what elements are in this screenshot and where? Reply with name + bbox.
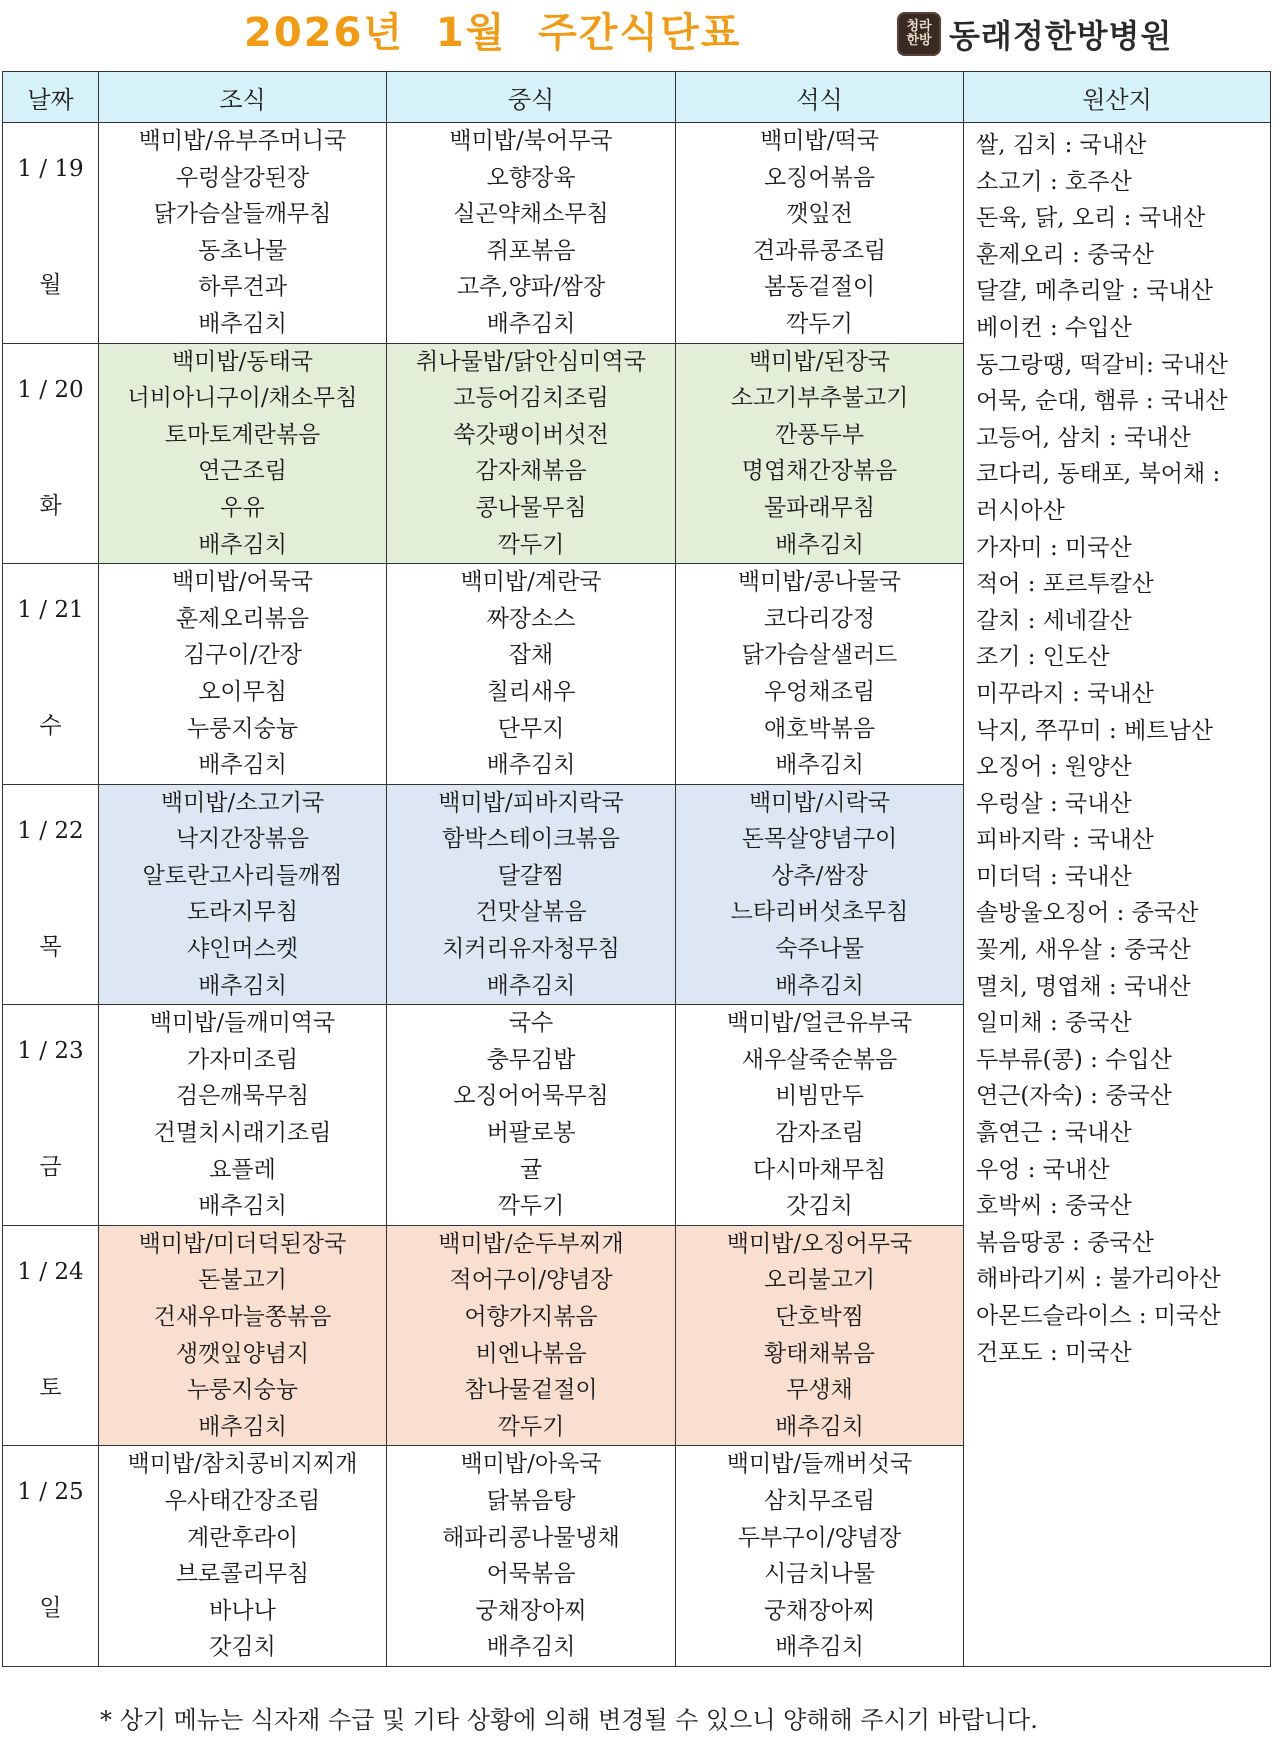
breakfast-cell <box>99 564 387 785</box>
lunch-cell <box>387 784 676 1005</box>
date-cell <box>3 784 99 1005</box>
menu-item: 백미밥/아욱국 <box>460 1451 602 1478</box>
menu-item: 잡채 <box>508 642 554 669</box>
origin-item: 조기 : 인도산 <box>976 644 1110 671</box>
menu-item: 깐풍두부 <box>775 421 864 448</box>
date-label: 1 / 22 <box>17 817 84 844</box>
dinner-cell <box>676 123 964 344</box>
origin-item: 해바라기씨 : 불가리아산 <box>976 1266 1221 1293</box>
hospital-logo <box>897 10 1172 58</box>
menu-item: 두부구이/양념장 <box>737 1524 902 1551</box>
menu-item: 알토란고사리들깨찜 <box>142 862 343 889</box>
dinner-cell <box>676 343 964 564</box>
menu-item: 쑥갓팽이버섯전 <box>453 421 609 448</box>
menu-item: 애호박볶음 <box>763 715 876 742</box>
date-label: 1 / 20 <box>17 376 84 403</box>
weekday-label: 일 <box>39 1595 62 1622</box>
logo-seal-top: 청라 <box>906 19 932 34</box>
weekday-label: 목 <box>39 933 62 960</box>
lunch-cell <box>387 1446 676 1667</box>
date-label: 1 / 25 <box>17 1479 84 1506</box>
date-cell <box>3 1225 99 1446</box>
breakfast-cell <box>99 784 387 1005</box>
origin-cell <box>964 123 1271 1667</box>
origin-item: 멸치, 명엽채 : 국내산 <box>976 973 1191 1000</box>
menu-item: 토마토계란볶음 <box>164 421 321 448</box>
origin-item: 적어 : 포르투칼산 <box>976 571 1154 598</box>
menu-item: 감자조림 <box>775 1120 864 1147</box>
origin-item: 소고기 : 호주산 <box>976 168 1132 195</box>
menu-item: 우엉채조림 <box>763 678 876 705</box>
menu-item: 명엽채간장볶음 <box>741 458 898 485</box>
menu-item: 배추김치 <box>486 310 576 337</box>
menu-item: 훈제오리볶음 <box>175 605 310 632</box>
menu-item: 백미밥/소고기국 <box>160 789 325 816</box>
menu-item: 누룽지숭늉 <box>186 715 299 742</box>
menu-item: 코다리강정 <box>763 605 876 632</box>
origin-item: 우렁살 : 국내산 <box>976 790 1132 817</box>
lunch-cell <box>387 123 676 344</box>
menu-item: 봄동겉절이 <box>763 274 876 301</box>
date-cell <box>3 123 99 344</box>
menu-item: 황태채볶음 <box>763 1340 876 1367</box>
menu-item: 상추/쌈장 <box>771 862 868 889</box>
menu-item: 갓김치 <box>209 1634 276 1661</box>
menu-item: 고추,양파/쌈장 <box>456 274 606 301</box>
dinner-cell <box>676 1225 964 1446</box>
lunch-cell <box>387 564 676 785</box>
menu-item: 백미밥/참치콩비지찌개 <box>127 1451 358 1478</box>
menu-item: 검은깨묵무침 <box>175 1083 310 1110</box>
date-label: 1 / 21 <box>17 597 84 624</box>
origin-item: 어묵, 순대, 햄류 : 국내산 <box>976 388 1228 415</box>
menu-item: 치커리유자청무침 <box>442 936 620 963</box>
menu-item: 오징어볶음 <box>763 164 876 191</box>
page-title: 2026년 1월 주간식단표 <box>244 10 742 56</box>
origin-item: 돈육, 닭, 오리 : 국내산 <box>976 205 1206 232</box>
menu-item: 도라지무침 <box>186 899 299 926</box>
menu-item: 백미밥/계란국 <box>460 569 602 596</box>
hospital-name: 동래정한방병원 <box>949 17 1173 55</box>
dinner-cell <box>676 1446 964 1667</box>
origin-item: 미꾸라지 : 국내산 <box>976 680 1154 707</box>
menu-item: 무생채 <box>786 1377 853 1404</box>
menu-item: 백미밥/어묵국 <box>171 569 314 596</box>
origin-item: 동그랑땡, 떡갈비: 국내산 <box>976 351 1228 378</box>
menu-item: 해파리콩나물냉채 <box>442 1524 620 1551</box>
menu-item: 단무지 <box>497 715 565 742</box>
weekday-label: 화 <box>39 492 62 519</box>
menu-item: 충무김밥 <box>486 1046 576 1073</box>
menu-item: 돈불고기 <box>198 1267 287 1294</box>
origin-item: 피바지락 : 국내산 <box>976 827 1154 854</box>
menu-item: 달걀찜 <box>497 862 565 889</box>
date-label: 1 / 19 <box>17 156 84 182</box>
origin-item: 러시아산 <box>976 497 1065 524</box>
menu-item: 버팔로봉 <box>486 1120 576 1147</box>
menu-item: 김구이/간장 <box>183 642 302 669</box>
origin-item: 쌀, 김치 : 국내산 <box>976 132 1147 158</box>
menu-item: 깍두기 <box>786 310 853 337</box>
header-dinner: 석식 <box>676 72 964 123</box>
menu-item: 칠리새우 <box>486 678 576 705</box>
date-cell <box>3 564 99 785</box>
menu-item: 궁채장아찌 <box>475 1597 587 1624</box>
date-cell <box>3 343 99 564</box>
menu-item: 백미밥/콩나물국 <box>737 569 902 596</box>
menu-item: 배추김치 <box>486 972 576 999</box>
menu-item: 콩나물무침 <box>475 494 587 521</box>
breakfast-cell <box>99 1225 387 1446</box>
origin-item: 우엉 : 국내산 <box>976 1156 1110 1183</box>
lunch-cell <box>387 1005 676 1226</box>
weekday-label: 토 <box>39 1374 62 1401</box>
menu-item: 배추김치 <box>486 1634 576 1661</box>
menu-item: 닭가슴살들깨무침 <box>153 201 332 228</box>
weekday-label: 월 <box>39 272 62 298</box>
menu-item: 새우살죽순볶음 <box>741 1046 898 1073</box>
lunch-cell <box>387 1225 676 1446</box>
header-origin: 원산지 <box>964 72 1271 123</box>
menu-item: 어묵볶음 <box>486 1561 576 1588</box>
menu-item: 요플레 <box>209 1156 276 1183</box>
menu-item: 배추김치 <box>775 972 864 999</box>
menu-item: 오향장육 <box>486 164 576 191</box>
menu-item: 어향가지볶음 <box>464 1304 598 1330</box>
menu-item: 낙지간장볶음 <box>175 826 310 853</box>
menu-item: 국수 <box>508 1010 554 1037</box>
origin-item: 미더덕 : 국내산 <box>976 863 1132 890</box>
menu-item: 단호박찜 <box>775 1304 864 1330</box>
menu-item: 배추김치 <box>198 310 287 337</box>
menu-item: 닭볶음탕 <box>486 1487 576 1514</box>
menu-item: 비빔만두 <box>775 1083 864 1110</box>
menu-item: 실곤약채소무침 <box>453 201 609 228</box>
menu-item: 궁채장아찌 <box>763 1597 876 1624</box>
dinner-cell <box>676 784 964 1005</box>
menu-item: 다시마채무침 <box>752 1156 887 1183</box>
menu-item: 배추김치 <box>775 1634 864 1661</box>
menu-item: 백미밥/미더덕된장국 <box>138 1230 347 1257</box>
origin-item: 갈치 : 세네갈산 <box>976 607 1132 634</box>
menu-item: 건새우마늘쫑볶음 <box>153 1304 332 1330</box>
origin-item: 베이컨 : 수입산 <box>976 314 1132 341</box>
menu-item: 연근조림 <box>198 458 287 485</box>
weekday-label: 수 <box>39 713 62 740</box>
origin-item: 흙연근 : 국내산 <box>976 1120 1132 1147</box>
origin-item: 훈제오리 : 중국산 <box>976 241 1154 268</box>
menu-item: 백미밥/순두부찌개 <box>438 1230 624 1257</box>
menu-item: 백미밥/들깨미역국 <box>149 1010 336 1037</box>
menu-item: 배추김치 <box>775 531 864 558</box>
menu-item: 백미밥/떡국 <box>760 128 879 154</box>
breakfast-cell <box>99 343 387 564</box>
origin-item: 일미채 : 중국산 <box>976 1010 1132 1037</box>
menu-item: 느타리버섯초무침 <box>730 899 909 926</box>
menu-item: 삼치무조림 <box>763 1487 876 1514</box>
menu-item: 너비아니구이/채소무침 <box>127 385 358 412</box>
origin-item: 연근(자숙) : 중국산 <box>976 1083 1172 1110</box>
menu-item: 함박스테이크볶음 <box>442 826 620 853</box>
menu-item: 백미밥/시락국 <box>748 789 891 816</box>
menu-item: 배추김치 <box>775 752 864 779</box>
lunch-cell <box>387 343 676 564</box>
menu-item: 소고기부추불고기 <box>730 385 909 412</box>
menu-item: 깍두기 <box>497 1193 565 1220</box>
dinner-cell <box>676 1005 964 1226</box>
menu-item: 백미밥/들깨버섯국 <box>726 1451 913 1478</box>
menu-item: 동초나물 <box>198 237 287 264</box>
menu-item: 가자미조림 <box>186 1046 299 1073</box>
menu-item: 브로콜리무침 <box>175 1561 310 1588</box>
menu-item: 배추김치 <box>486 752 576 779</box>
menu-item: 깍두기 <box>497 531 565 558</box>
menu-item: 백미밥/동태국 <box>171 348 314 375</box>
menu-item: 배추김치 <box>198 972 287 999</box>
menu-item: 하루견과 <box>198 274 287 301</box>
menu-item: 깻잎전 <box>786 201 853 228</box>
menu-item: 갓김치 <box>786 1193 853 1220</box>
date-label: 1 / 23 <box>17 1038 84 1065</box>
footer-note: * 상기 메뉴는 식자재 수급 및 기타 상황에 의해 변경될 수 있으니 양해해 주시기 바랍니다. <box>100 1706 1038 1734</box>
menu-item: 배추김치 <box>198 531 287 558</box>
menu-item: 우렁살강된장 <box>175 164 310 191</box>
origin-item: 오징어 : 원양산 <box>976 754 1132 781</box>
menu-item: 계란후라이 <box>186 1524 299 1551</box>
menu-item: 바나나 <box>209 1597 276 1624</box>
origin-item: 아몬드슬라이스 : 미국산 <box>976 1303 1221 1329</box>
breakfast-cell <box>99 1005 387 1226</box>
menu-item: 오징어어묵무침 <box>453 1083 609 1110</box>
menu-item: 건맛살볶음 <box>475 899 587 926</box>
menu-item: 건멸치시래기조림 <box>153 1120 332 1147</box>
menu-item: 돈목살양념구이 <box>741 826 898 853</box>
menu-item: 백미밥/된장국 <box>748 348 891 375</box>
menu-item: 닭가슴살샐러드 <box>741 642 898 669</box>
header-date: 날짜 <box>3 72 99 123</box>
logo-seal-bottom: 한방 <box>906 33 932 48</box>
origin-item: 볶음땅콩 : 중국산 <box>976 1229 1154 1256</box>
breakfast-cell <box>99 123 387 344</box>
date-cell <box>3 1446 99 1667</box>
menu-item: 견과류콩조림 <box>752 237 887 264</box>
menu-item: 백미밥/피바지락국 <box>438 789 624 816</box>
origin-item: 낙지, 쭈꾸미 : 베트남산 <box>976 717 1213 744</box>
menu-item: 감자채볶음 <box>475 458 587 485</box>
breakfast-cell <box>99 1446 387 1667</box>
menu-item: 깍두기 <box>497 1413 565 1440</box>
menu-item: 생깻잎양념지 <box>175 1340 310 1367</box>
menu-item: 배추김치 <box>198 1193 287 1220</box>
menu-item: 비엔나볶음 <box>475 1340 587 1367</box>
menu-item: 샤인머스켓 <box>186 936 299 963</box>
menu-item: 오리불고기 <box>763 1267 876 1294</box>
menu-item: 우유 <box>220 494 265 521</box>
origin-item: 솔방울오징어 : 중국산 <box>976 900 1199 927</box>
origin-item: 호박씨 : 중국산 <box>976 1193 1132 1220</box>
weekday-label: 금 <box>39 1154 62 1181</box>
menu-item: 백미밥/얼큰유부국 <box>726 1010 913 1037</box>
logo-seal-icon <box>897 12 941 56</box>
menu-item: 백미밥/유부주머니국 <box>138 128 347 154</box>
date-cell <box>3 1005 99 1226</box>
origin-item: 건포도 : 미국산 <box>976 1339 1132 1366</box>
origin-item: 두부류(콩) : 수입산 <box>976 1046 1172 1073</box>
menu-item: 물파래무침 <box>763 494 876 521</box>
menu-item: 고등어김치조림 <box>453 385 609 412</box>
menu-item: 배추김치 <box>198 1413 287 1440</box>
menu-item: 누룽지숭늉 <box>186 1377 299 1404</box>
origin-item: 달걀, 메추리알 : 국내산 <box>976 278 1213 305</box>
menu-item: 숙주나물 <box>775 936 864 963</box>
menu-item: 취나물밥/닭안심미역국 <box>416 348 646 375</box>
origin-item: 꽃게, 새우살 : 중국산 <box>976 937 1191 964</box>
menu-item: 참나물겉절이 <box>464 1377 598 1404</box>
menu-table <box>2 71 1271 1667</box>
date-label: 1 / 24 <box>17 1258 84 1285</box>
menu-item: 적어구이/양념장 <box>449 1267 613 1294</box>
menu-item: 귤 <box>519 1156 543 1183</box>
table-row <box>3 123 1271 344</box>
menu-item: 배추김치 <box>198 752 287 779</box>
origin-item: 가자미 : 미국산 <box>976 534 1132 561</box>
menu-item: 오이무침 <box>198 678 287 705</box>
menu-item: 백미밥/북어무국 <box>449 128 613 154</box>
header-lunch: 중식 <box>387 72 676 123</box>
origin-item: 코다리, 동태포, 북어채 : <box>976 461 1221 488</box>
menu-item: 시금치나물 <box>763 1561 876 1588</box>
menu-item: 짜장소스 <box>486 605 576 632</box>
table-header-row <box>3 72 1271 123</box>
dinner-cell <box>676 564 964 785</box>
menu-item: 백미밥/오징어무국 <box>726 1230 913 1257</box>
origin-item: 고등어, 삼치 : 국내산 <box>976 424 1191 451</box>
menu-item: 배추김치 <box>775 1413 864 1440</box>
menu-item: 우사태간장조림 <box>164 1487 321 1514</box>
menu-item: 쥐포볶음 <box>486 237 576 264</box>
header-breakfast: 조식 <box>99 72 387 123</box>
